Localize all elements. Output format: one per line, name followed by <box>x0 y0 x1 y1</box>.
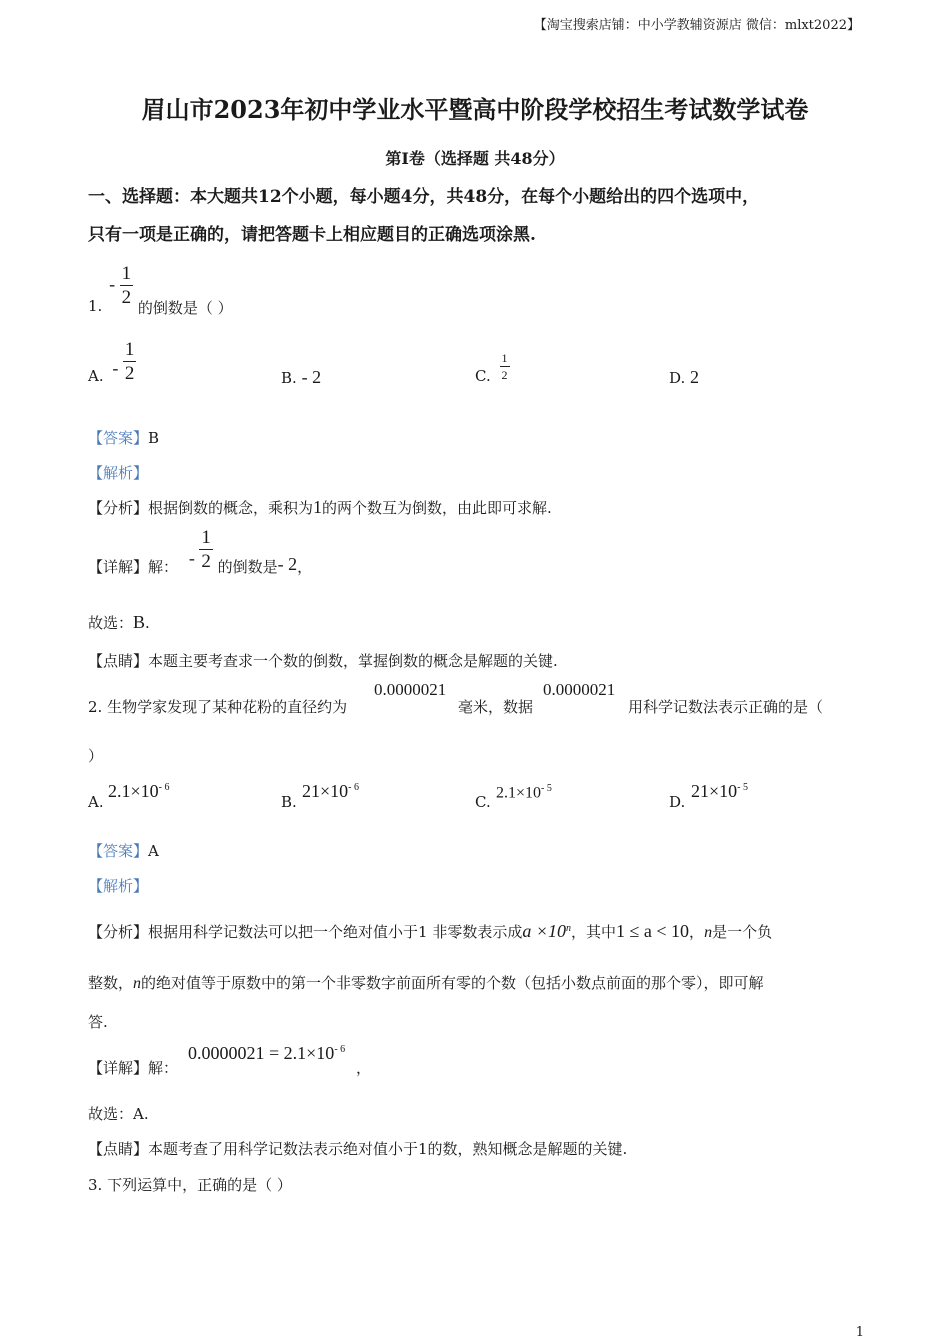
q1-xiangjie: 【详解】解： - $\frac{1}{2}$ 的倒数是- 2， <box>88 527 313 576</box>
q1-option-d: D. 2 <box>669 367 700 387</box>
page-number: 1 <box>855 1325 864 1340</box>
q1-guxuan: 故选：B. <box>88 612 150 632</box>
q2-value-2: 0.0000021 <box>543 680 616 699</box>
q1-answer: 【答案】B <box>88 429 160 447</box>
q2-analysis-tag: 【解析】 <box>88 877 149 895</box>
q2-answer: 【答案】A <box>88 842 159 860</box>
q2-guxuan: 故选：A. <box>88 1105 149 1123</box>
q1-fraction: - $\frac{1}{2}$ <box>109 263 132 308</box>
q2-stem-b: 毫米，数据 <box>458 698 534 716</box>
q1-number: 1. <box>88 297 103 315</box>
q2-option-b-label: B. <box>281 793 297 811</box>
q1-option-b: B. - 2 <box>281 367 322 387</box>
q1-option-c: C. $\frac{1}{2}$ <box>475 351 508 385</box>
q2-fenxi-line3: 答. <box>88 1013 108 1031</box>
q2-fenxi-line2: 整数，n的绝对值等于原数中的第一个非零数字前面所有零的个数（包括小数点前面的那个零），即可解 <box>88 974 764 992</box>
q2-xiangjie-end: ， <box>356 1059 372 1077</box>
q2-value-1: 0.0000021 <box>374 680 447 699</box>
q2-xiangjie-math: $0.0000021 = 2.1\times 10^{- 6}$ <box>188 1043 346 1063</box>
q1-fenxi: 【分析】根据倒数的概念，乘积为1的两个数互为倒数，由此即可求解. <box>88 497 552 517</box>
q2-option-b: $21\times 10^{- 6}$ <box>302 781 359 801</box>
q1-dianjing: 【点睛】本题主要考查求一个数的倒数，掌握倒数的概念是解题的关键. <box>88 652 558 670</box>
q1-option-a: A. - $\frac{1}{2}$ <box>88 339 135 385</box>
page-title: 眉山市2023年初中学业水平暨高中阶段学校招生考试数学试卷 <box>141 95 809 124</box>
q2-xiangjie-label: 【详解】解： <box>88 1059 179 1077</box>
question-2-stem-a: 2. 生物学家发现了某种花粉的直径约为 <box>88 698 348 716</box>
q2-option-c-label: C. <box>475 793 491 811</box>
q2-fenxi-line1: 【分析】根据用科学记数法可以把一个绝对值小于1 非零数表示成$a \times 10^n$，其中1 ≤ a < 10，n是一个负 <box>88 921 773 941</box>
question-1 <box>88 264 233 318</box>
q2-option-a-label: A. <box>88 793 104 811</box>
q2-stem-c: 用科学记数法表示正确的是（ <box>628 698 824 716</box>
q2-option-d: $21\times 10^{- 5}$ <box>691 781 748 801</box>
section-instruction-line2: 只有一项是正确的，请把答题卡上相应题目的正确选项涂黑. <box>88 225 536 245</box>
page-header: 【淘宝搜索店铺：中小学教辅资源店 微信：mlxt2022】 <box>533 18 860 33</box>
q1-analysis-tag: 【解析】 <box>88 464 149 482</box>
q2-option-d-label: D. <box>669 793 686 811</box>
page-subtitle: 第I卷（选择题 共48分） <box>385 149 565 168</box>
section-instruction-line1: 一、选择题：本大题共12个小题，每小题4分，共48分，在每个小题给出的四个选项中， <box>88 187 760 207</box>
q2-stem-close: ） <box>88 747 104 765</box>
q2-option-c: $2.1\times 10^{- 5}$ <box>496 783 552 802</box>
question-3: 3. 下列运算中，正确的是（ ） <box>88 1176 292 1194</box>
q2-option-a: $2.1\times 10^{- 6}$ <box>108 781 170 801</box>
q2-dianjing: 【点睛】本题考查了用科学记数法表示绝对值小于1的数，熟知概念是解题的关键. <box>88 1140 628 1158</box>
q1-stem: 的倒数是（ ） <box>137 299 233 317</box>
